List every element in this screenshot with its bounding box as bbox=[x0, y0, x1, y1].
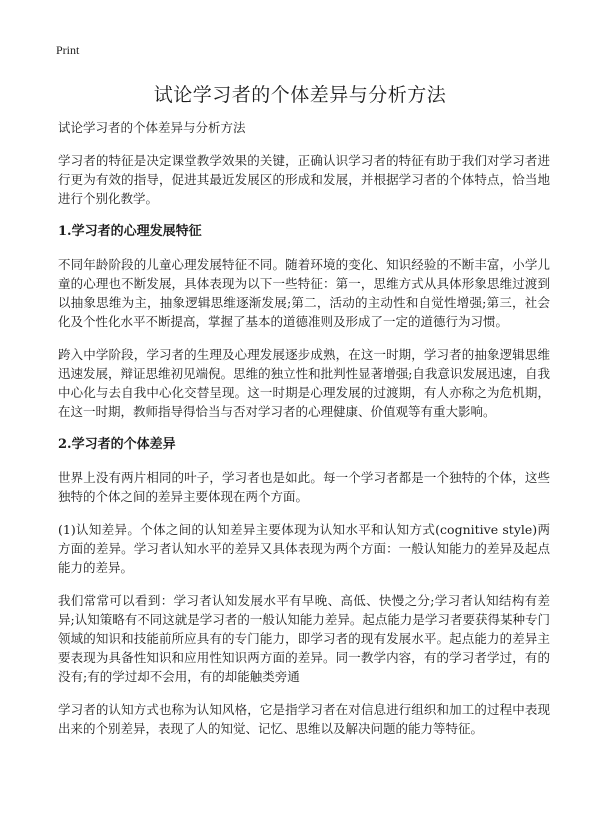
section-heading-individual-differences: 2.学习者的个体差异 bbox=[58, 437, 176, 452]
paragraph: 学习者的认知方式也称为认知风格，它是指学习者在对信息进行组织和加工的过程中表现出来的个别差异，表现了人的知觉、记忆、思维以及解决问题的能力等特征。 bbox=[58, 702, 550, 736]
article-subtitle: 试论学习者的个体差异与分析方法 bbox=[58, 120, 246, 135]
article-body bbox=[58, 118, 550, 752]
section-heading-psych-development: 1.学习者的心理发展特征 bbox=[58, 224, 202, 239]
page-title: 试论学习者的个体差异与分析方法 bbox=[153, 84, 447, 106]
print-link[interactable]: Print bbox=[56, 43, 80, 57]
paragraph: 我们常常可以看到：学习者认知发展水平有早晚、高低、快慢之分;学习者认知结构有差异;认知策略有不同这就是学习者的一般认知能力差异。起点能力是学习者要获得某种专门领域的知识和技能前所应具有的专门能力，即学习者的现有发展水平。起点能力的差异主要表现为具备性知识和应用性知识两方面的差异。同一教学内容，有的学习者学过，有的没有;有的学过却不会用，有的却能触类旁通 bbox=[58, 593, 550, 684]
paragraph: 跨入中学阶段，学习者的生理及心理发展逐步成熟，在这一时期，学习者的抽象逻辑思维迅速发展，辩证思维初见端倪。思维的独立性和批判性显著增强;自我意识发展迅速，自我中心化与去自我中心化交替呈现。这一时期是心理发展的过渡期，有人亦称之为危机期，在这一时期，教师指导得恰当与否对学习者的心理健康、价值观等有重大影响。 bbox=[58, 347, 550, 419]
paragraph: 世界上没有两片相同的叶子，学习者也是如此。每一个学习者都是一个独特的个体，这些独特的个体之间的差异主要体现在两个方面。 bbox=[58, 470, 550, 504]
paragraph: (1)认知差异。个体之间的认知差异主要体现为认知水平和认知方式(cognitive style)两方面的差异。学习者认知水平的差异又具体表现为两个方面：一般认知能力的差异及起点能力的差异。 bbox=[58, 522, 550, 575]
paragraph: 不同年龄阶段的儿童心理发展特征不同。随着环境的变化、知识经验的不断丰富，小学儿童的心理也不断发展，具体表现为以下一些特征：第一，思维方式从具体形象思维过渡到以抽象思维为主，抽象逻辑思维逐渐发展;第二，活动的主动性和自觉性增强;第三，社会化及个性化水平不断提高，掌握了基本的道德准则及形成了一定的道德行为习惯。 bbox=[58, 257, 550, 329]
intro-paragraph: 学习者的特征是决定课堂教学效果的关键，正确认识学习者的特征有助于我们对学习者进行更为有效的指导，促进其最近发展区的形成和发展，并根据学习者的个体特点，恰当地进行个别化教学。 bbox=[58, 153, 550, 206]
